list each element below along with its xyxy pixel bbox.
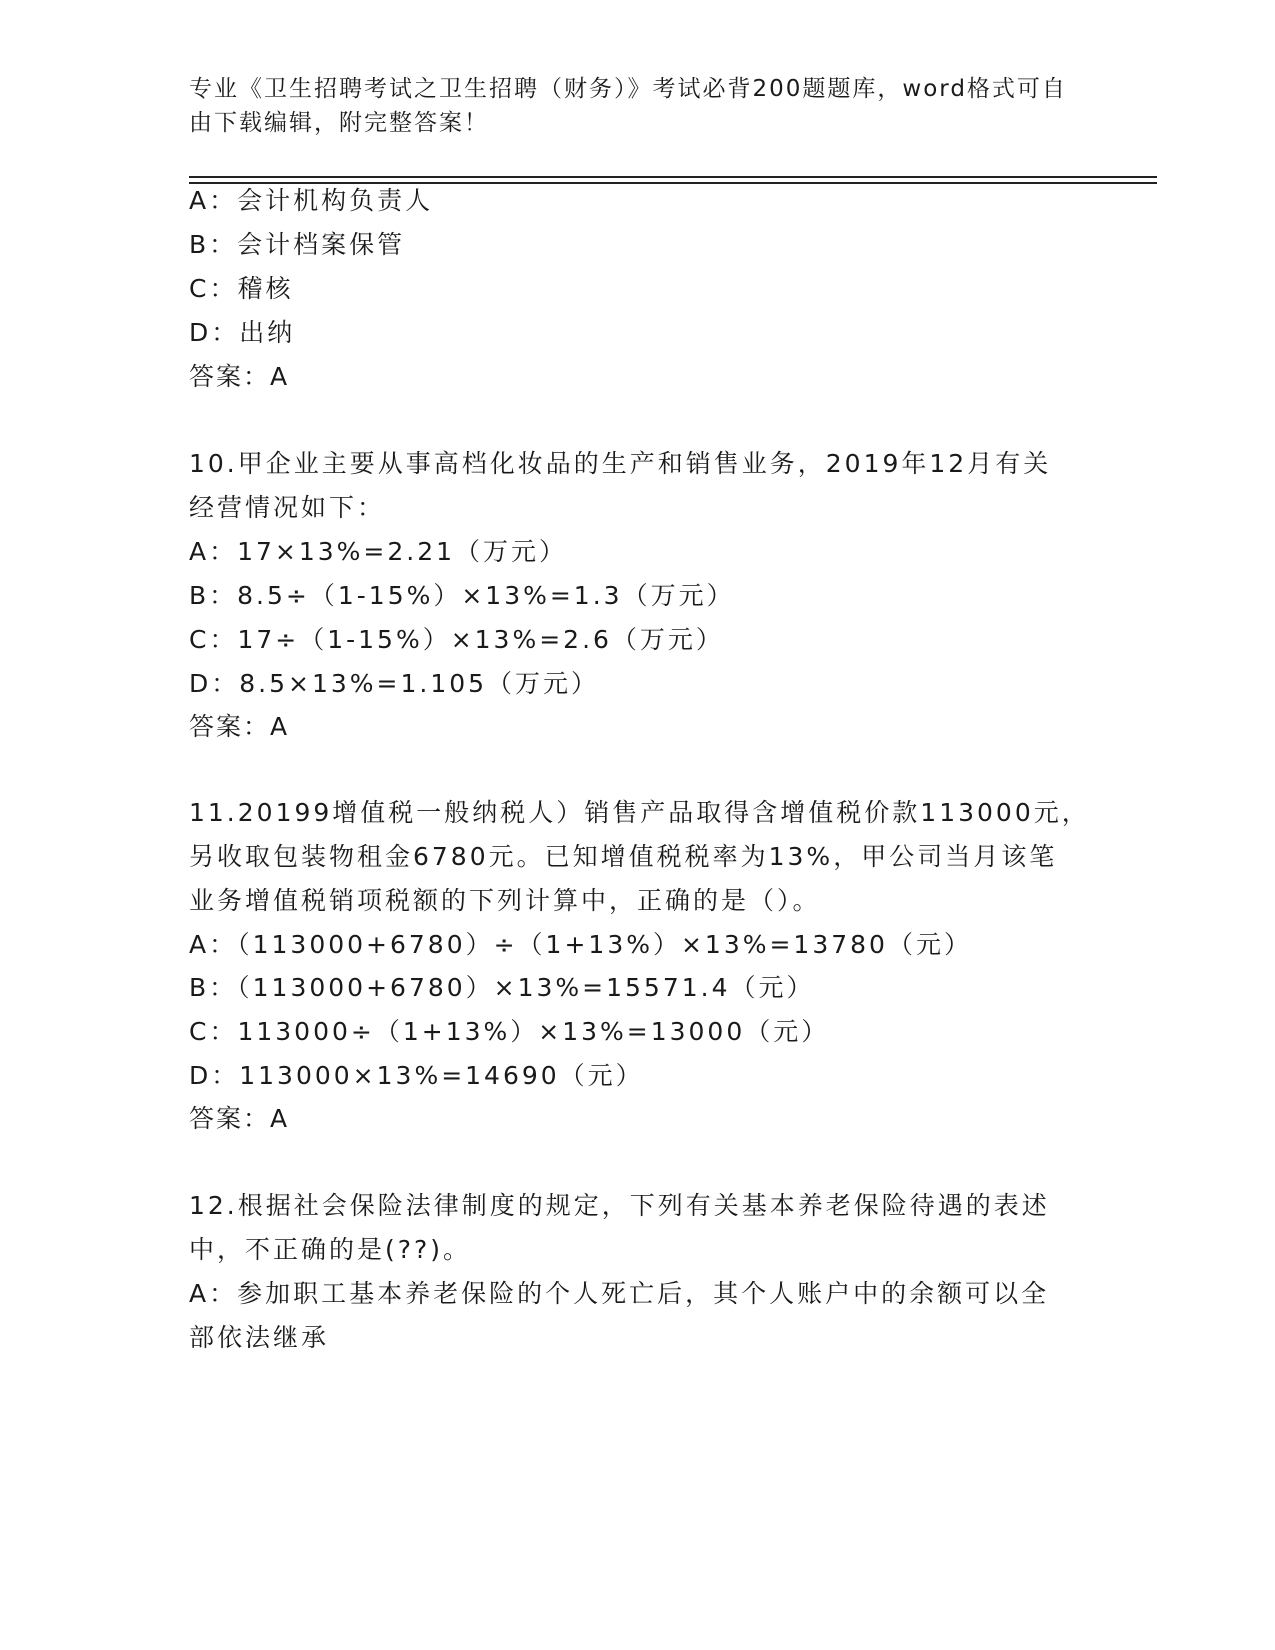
q12-stem-line-2: 中，不正确的是(??)。 [189, 1235, 472, 1264]
q10-answer: 答案：A [189, 712, 290, 741]
q10-option-a: A：17×13%=2.21（万元） [189, 537, 568, 566]
q11-option-a: A：（113000+6780）÷（1+13%）×13%=13780（元） [189, 930, 972, 959]
q9-option-d: D：出纳 [189, 318, 296, 347]
header-line-1: 专业《卫生招聘考试之卫生招聘（财务）》考试必背200题题库，word格式可自 [189, 76, 1067, 102]
q10-stem-line-2: 经营情况如下： [189, 493, 386, 522]
q11-option-c: C：113000÷（1+13%）×13%=13000（元） [189, 1017, 830, 1046]
q11-option-b: B：（113000+6780）×13%=15571.4（元） [189, 973, 815, 1002]
q9-option-c: C：稽核 [189, 274, 294, 303]
document-header [189, 72, 1069, 140]
q9-option-a: A：会计机构负责人 [189, 186, 434, 215]
q10-option-b: B：8.5÷（1-15%）×13%=1.3（万元） [189, 581, 735, 610]
q11-answer: 答案：A [189, 1104, 290, 1133]
q11-option-d: D：113000×13%=14690（元） [189, 1061, 644, 1090]
q10-stem-line-1: 10.甲企业主要从事高档化妆品的生产和销售业务，2019年12月有关 [189, 449, 1052, 478]
header-line-2: 由下载编辑，附完整答案！ [189, 110, 489, 136]
q11-stem-line-2: 另收取包装物租金6780元。已知增值税税率为13%，甲公司当月该笔 [189, 842, 1058, 871]
q10-option-c: C：17÷（1-15%）×13%=2.6（万元） [189, 625, 724, 654]
q9-option-b: B：会计档案保管 [189, 230, 406, 259]
q9-answer: 答案：A [189, 362, 290, 391]
q11-stem-line-1: 11.20199增值税一般纳税人）销售产品取得含增值税价款113000元， [189, 798, 1090, 827]
q10-option-d: D：8.5×13%=1.105（万元） [189, 669, 600, 698]
q12-stem-line-1: 12.根据社会保险法律制度的规定，下列有关基本养老保险待遇的表述 [189, 1191, 1050, 1220]
q11-stem-line-3: 业务增值税销项税额的下列计算中，正确的是（）。 [189, 886, 821, 915]
q12-option-a-line-1: A：参加职工基本养老保险的个人死亡后，其个人账户中的余额可以全 [189, 1279, 1050, 1308]
q12-option-a-line-2: 部依法继承 [189, 1323, 330, 1352]
